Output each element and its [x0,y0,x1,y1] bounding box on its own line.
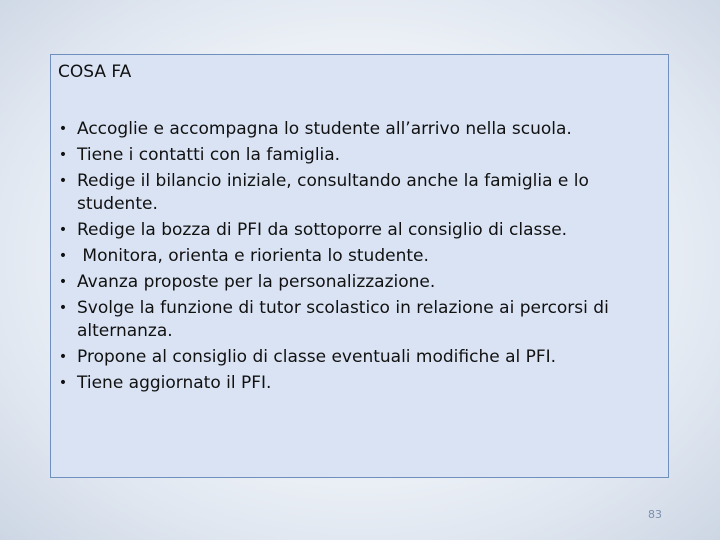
page-number: 83 [648,508,662,521]
bullet-item [58,219,658,242]
bullet-text: Tiene aggiornato il PFI. [77,373,272,393]
box-title: COSA FA [58,62,132,82]
bullet-list [58,118,658,395]
bullet-icon: • [58,274,68,290]
bullet-text: Tiene i contatti con la famiglia. [77,145,341,165]
bullet-icon: • [58,147,68,163]
bullet-item [58,144,658,167]
bullet-text: Redige la bozza di PFI da sottoporre al consiglio di classe. [77,220,568,240]
bullet-item [58,245,658,268]
bullet-icon: • [58,222,68,238]
bullet-text: Propone al consiglio di classe eventuali modifiche al PFI. [77,347,557,367]
bullet-item [58,170,658,216]
bullet-item [58,271,658,294]
bullet-icon: • [58,349,68,365]
bullet-icon: • [58,173,68,189]
bullet-item [58,118,658,141]
bullet-text: Redige il bilancio iniziale, consultando anche la famiglia e lo studente. [77,171,595,214]
bullet-item [58,346,658,369]
bullet-text: Accoglie e accompagna lo studente all’arrivo nella scuola. [77,119,572,139]
content-box [50,54,669,478]
bullet-icon: • [58,300,68,316]
bullet-text: Monitora, orienta e riorienta lo studente. [77,246,429,266]
bullet-icon: • [58,248,68,264]
bullet-icon: • [58,375,68,391]
bullet-item [58,372,658,395]
bullet-text: Avanza proposte per la personalizzazione. [77,272,436,292]
bullet-text: Svolge la funzione di tutor scolastico in relazione ai percorsi di alternanza. [77,298,615,341]
bullet-icon: • [58,121,68,137]
bullet-item [58,297,658,343]
